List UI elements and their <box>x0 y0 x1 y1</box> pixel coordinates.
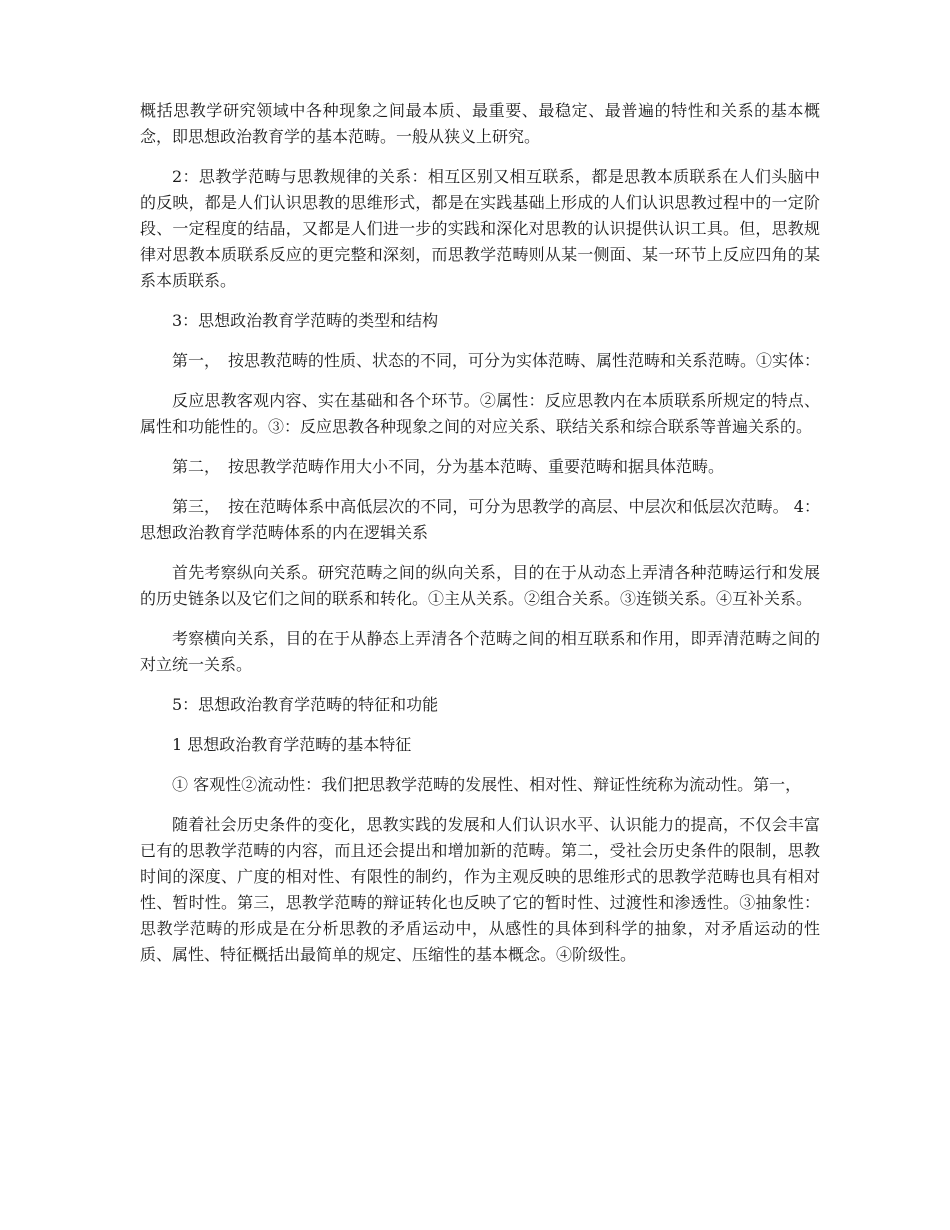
paragraph-fluidity-details: 随着社会历史条件的变化，思教实践的发展和人们认识水平、认识能力的提高，不仅会丰富已有的思教学范畴的内容，而且还会提出和增加新的范畴。第二，受社会历史条件的限制，思教时间的深度、广度的相对性、有限性的制约，作为主观反映的思维形式的思教学范畴也具有相对性、暂时性。第三，思教学范畴的辩证转化也反映了它的暂时性、过渡性和渗透性。③抽象性：思教学范畴的形成是在分析思教的矛盾运动中，从感性的具体到科学的抽象，对矛盾运动的性质、属性、特征概括出最简单的规定、压缩性的基本概念。④阶级性。 <box>140 815 820 964</box>
heading-basic-features: 1 思想政治教育学范畴的基本特征 <box>172 735 412 754</box>
heading-features-and-functions: 5：思想政治教育学范畴的特征和功能 <box>172 695 439 714</box>
paragraph-objectivity-fluidity: ① 客观性②流动性：我们把思教学范畴的发展性、相对性、辩证性统称为流动性。第一， <box>172 775 802 794</box>
paragraph-definition: 概括思教学研究领域中各种现象之间最本质、最重要、最稳定、最普遍的特性和关系的基本概念，即思想政治教育学的基本范畴。一般从狭义上研究。 <box>140 101 820 146</box>
paragraph-first-classification: 第一， 按思教范畴的性质、状态的不同，可分为实体范畴、属性范畴和关系范畴。①实体： <box>172 351 821 370</box>
paragraph-vertical-relations: 首先考察纵向关系。研究范畴之间的纵向关系，目的在于从动态上弄清各种范畴运行和发展的历史链条以及它们之间的联系和转化。①主从关系。②组合关系。③连锁关系。④互补关系。 <box>140 563 820 608</box>
paragraph-horizontal-relations: 考察横向关系，目的在于从静态上弄清各个范畴之间的相互联系和作用，即弄清范畴之间的对立统一关系。 <box>140 629 820 674</box>
heading-types-and-structure: 3：思想政治教育学范畴的类型和结构 <box>172 311 439 330</box>
paragraph-category-vs-law: 2：思教学范畴与思教规律的关系：相互区别又相互联系，都是思教本质联系在人们头脑中的反映，都是人们认识思教的思维形式，都是在实践基础上形成的人们认识思教过程中的一定阶段、一定程度的结晶，又都是人们进一步的实践和深化对思教的认识提供认识工具。但，思教规律对思教本质联系反应的更完整和深刻，而思教学范畴则从某一侧面、某一环节上反应四角的某系本质联系。 <box>140 167 820 290</box>
paragraph-third-classification: 第三， 按在范畴体系中高低层次的不同，可分为思教学的高层、中层次和低层次范畴。 4：思想政治教育学范畴体系的内在逻辑关系 <box>140 497 820 542</box>
paragraph-second-classification: 第二， 按思教学范畴作用大小不同，分为基本范畴、重要范畴和据具体范畴。 <box>172 457 725 476</box>
document-body <box>140 98 820 982</box>
paragraph-entity-attribute-relation: 反应思教客观内容、实在基础和各个环节。②属性：反应思教内在本质联系所规定的特点、属性和功能性的。③：反应思教各种现象之间的对应关系、联结关系和综合联系等普遍关系的。 <box>140 391 820 436</box>
